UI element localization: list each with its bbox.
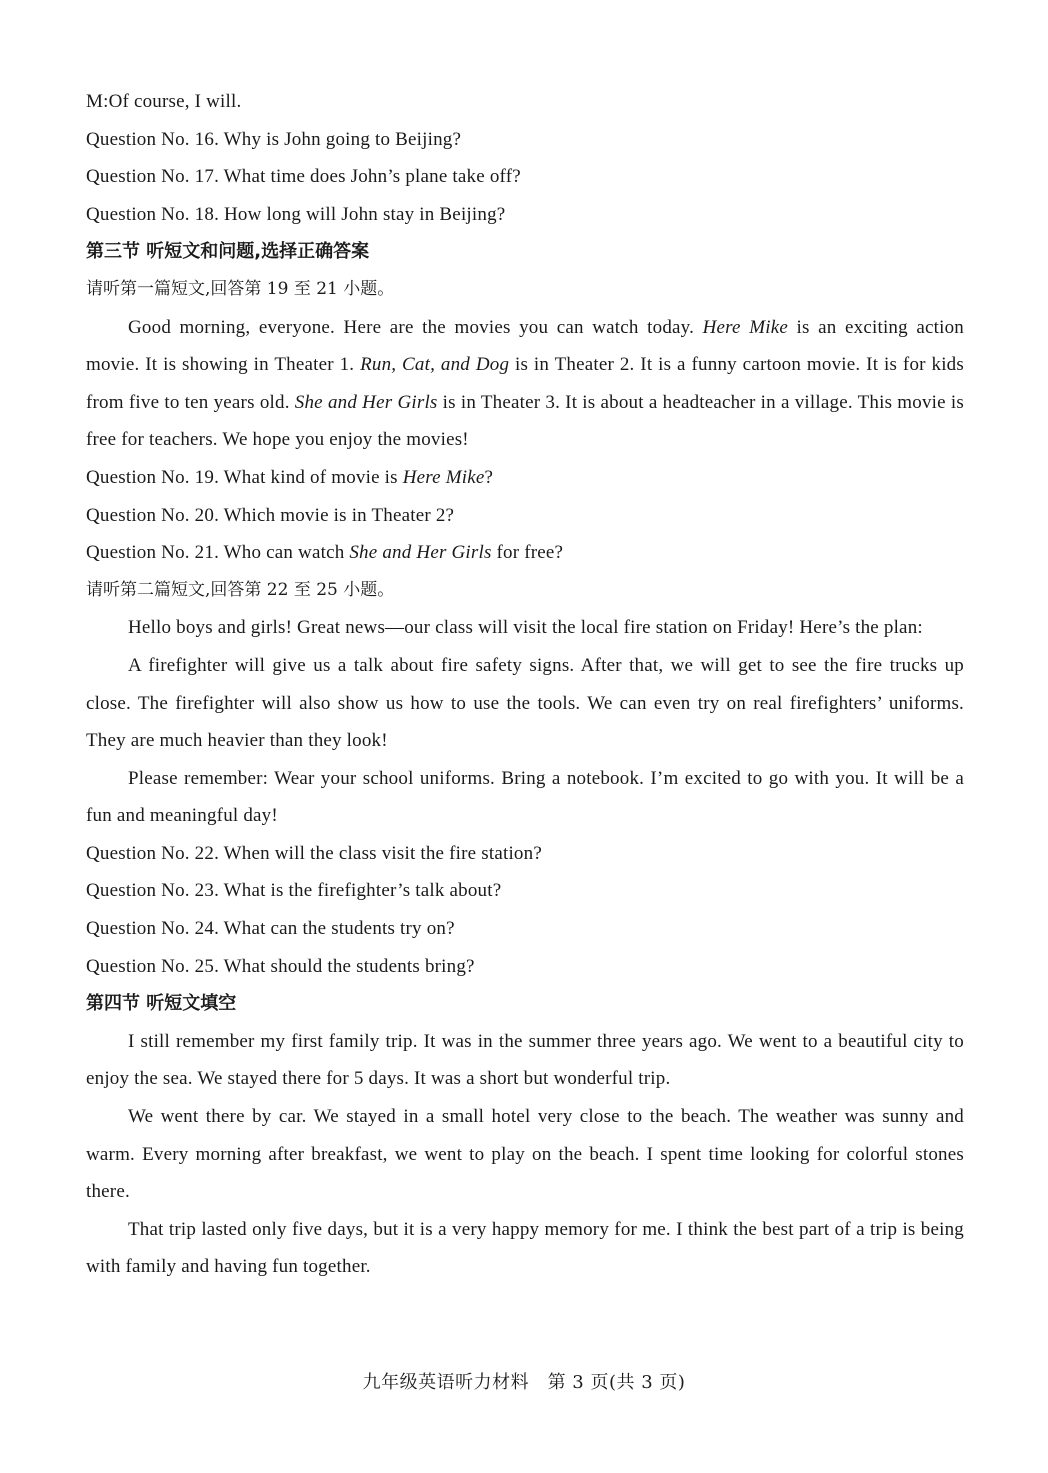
movie-title-here-mike: Here Mike: [702, 316, 788, 338]
passage-1-instruction: 请听第一篇短文,回答第 19 至 21 小题。: [86, 278, 395, 299]
movie-title: Here Mike: [402, 466, 485, 488]
question-mark: ?: [484, 466, 494, 488]
movie-title-run-cat-dog: Run, Cat, and Dog: [360, 354, 510, 376]
passage-1: [86, 309, 964, 459]
dialogue-line: M:Of course, I will.: [86, 91, 242, 112]
movie-title-she-and-her-girls: She and Her Girls: [294, 391, 438, 413]
passage-2-instruction: 请听第二篇短文,回答第 22 至 25 小题。: [86, 579, 395, 600]
question-23: Question No. 23. What is the firefighter’s talk about?: [86, 880, 502, 902]
document-page: [86, 83, 964, 1286]
section-4-paragraph: That trip lasted only five days, but it is a very happy memory for me. I think the best part of a trip is being with family and having fun together.: [86, 1218, 964, 1278]
passage-1-text: is in Theater 2. It is a funny cartoon movie. It is for kids from five to ten years old.: [86, 354, 964, 413]
passage-1-text: is in Theater 3. It is about a headteacher in a village. This movie is free for teachers. We hope you enjoy the movies!: [86, 391, 964, 451]
movie-title: She and Her Girls: [349, 542, 492, 564]
passage-2-paragraph: Hello boys and girls! Great news—our class will visit the local fire station on Friday! Here’s the plan:: [128, 617, 923, 639]
passage-1-text: Good morning, everyone. Here are the movies you can watch today.: [128, 316, 703, 338]
section-4-paragraph: We went there by car. We stayed in a small hotel very close to the beach. The weather was sunny and warm. Every morning after breakfast, we went to play on the beach. I spent time looking for colorful stones there.: [86, 1106, 964, 1203]
question-text: Question No. 19. What kind of movie is: [86, 466, 403, 488]
section-4-paragraph: I still remember my first family trip. It was in the summer three years ago. We went to a beautiful city to enjoy the sea. We stayed there for 5 days. It was a short but wonderful trip.: [86, 1030, 964, 1090]
passage-2-paragraph: A firefighter will give us a talk about fire safety signs. After that, we will get to see the fire trucks up close. The firefighter will also show us how to use the tools. We can even try on real firefighters’ uniforms. They are much heavier than they look!: [86, 654, 964, 752]
passage-1-text: is an exciting action movie. It is showing in Theater 1.: [86, 316, 964, 376]
question-18: Question No. 18. How long will John stay in Beijing?: [86, 203, 506, 225]
question-24: Question No. 24. What can the students try on?: [86, 918, 455, 940]
section-4-heading: 第四节 听短文填空: [86, 993, 237, 1015]
passage-2-paragraph: Please remember: Wear your school uniforms. Bring a notebook. I’m excited to go with you. It will be a fun and meaningful day!: [86, 767, 964, 827]
page-footer: 九年级英语听力材料 第 3 页(共 3 页): [362, 1372, 686, 1393]
question-17: Question No. 17. What time does John’s plane take off?: [86, 166, 521, 188]
section-3-heading: 第三节 听短文和问题,选择正确答案: [86, 241, 370, 263]
question-22: Question No. 22. When will the class visit the fire station?: [86, 842, 542, 864]
question-20: Question No. 20. Which movie is in Theater 2?: [86, 504, 455, 526]
question-21: [86, 534, 964, 572]
question-text: for free?: [491, 542, 564, 564]
question-25: Question No. 25. What should the students bring?: [86, 955, 475, 977]
question-19: [86, 459, 964, 497]
question-text: Question No. 21. Who can watch: [86, 542, 350, 564]
question-16: Question No. 16. Why is John going to Beijing?: [86, 128, 462, 150]
